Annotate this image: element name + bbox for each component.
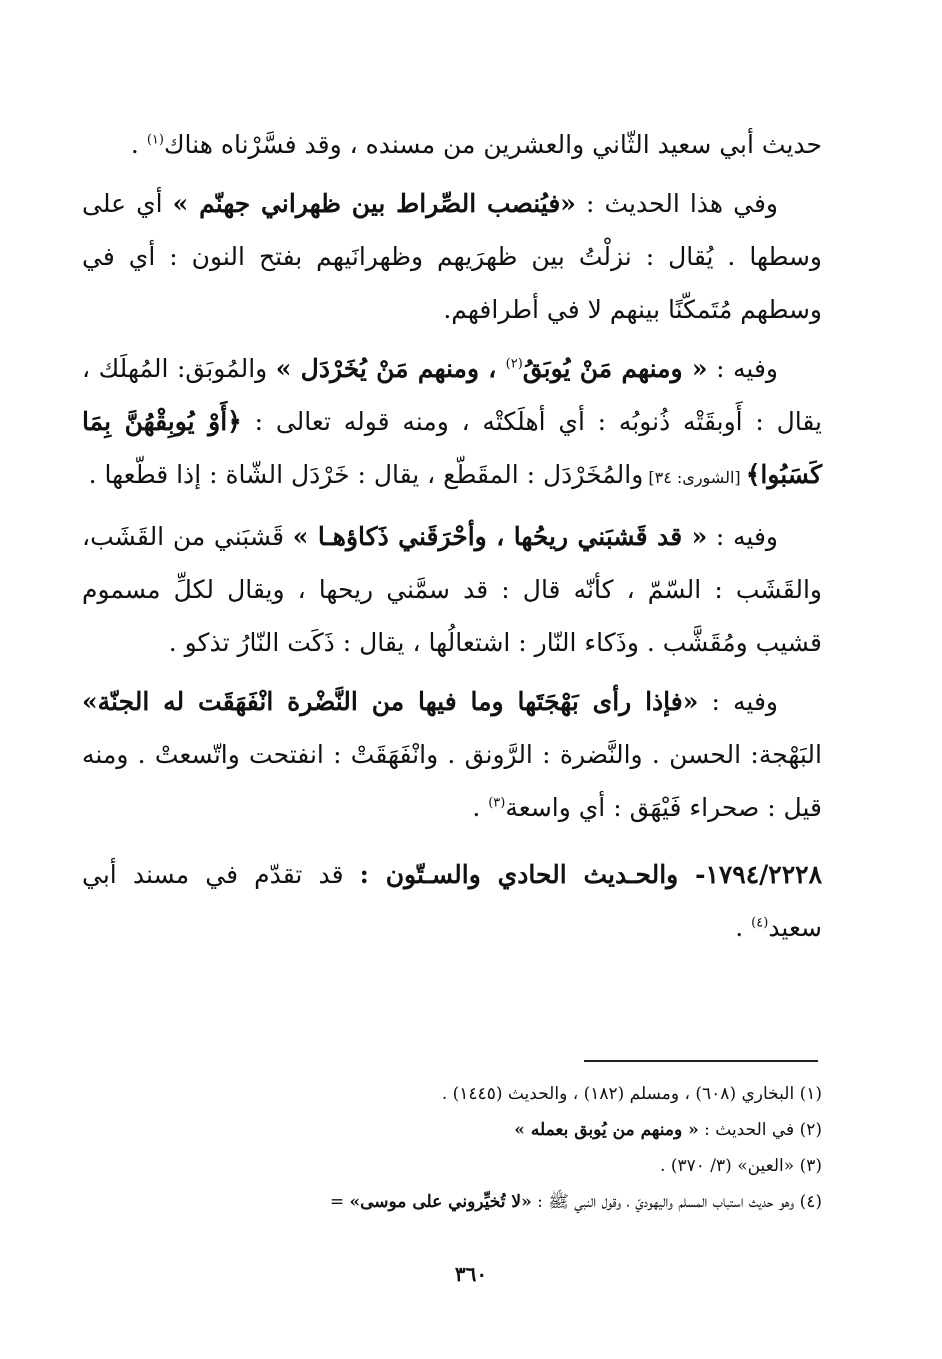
footnote-quote: «لا تُخيِّروني على موسى» xyxy=(349,1192,532,1212)
paragraph-5 xyxy=(82,675,822,834)
paragraph-text: وفي هذا الحديث : xyxy=(575,189,778,218)
paragraph-text: قَشبَني من القَشَب، والقَشَب : السّمّ ، كأنّه قال : قد سمَّني ريحها ، ويقال لكلِّ مسموم قشيب ومُقَشَّب . وذَكاء النّار : اشتعالُها ، يقال : ذَكَت النّارُ تذكو . xyxy=(82,522,822,657)
paragraph-text: وفيه : xyxy=(698,687,778,716)
paragraph-2 xyxy=(82,177,822,336)
hadith-entry-text: . xyxy=(735,913,752,942)
footnote-2 xyxy=(70,1112,822,1148)
paragraph-text: . xyxy=(472,793,489,822)
footnote-3 xyxy=(70,1148,822,1184)
paragraph-text: وفيه : xyxy=(707,522,778,551)
paragraph-text: والمُخَرْدَل : المقَطّع ، يقال : خَرْدَل الشّاة : إذا قطّعها . xyxy=(88,460,644,489)
hadith-quote: « ومنهم مَنْ يُوبَقُ xyxy=(522,354,708,383)
hadith-quote: « قد قَشبَني ريحُها ، وأحْرَقَني ذَكاؤهـا » xyxy=(292,522,708,551)
footnote-text: (٢) في الحديث : xyxy=(698,1120,822,1140)
footnote-quote: « ومنهم من يُوبق بعمله » xyxy=(514,1120,699,1140)
quran-verse: ﴿أَوْ يُوبِقْهُنَّ بِمَا كَسَبُوا﴾ xyxy=(82,407,822,489)
footnote-marker: (٤) xyxy=(751,915,769,931)
footnote-text: (٤) وهو حديث استباب المسلم واليهوديّ ، وقول النبي ﷺ : xyxy=(531,1192,822,1212)
page-number: ٣٦٠ xyxy=(454,1262,488,1286)
paragraph-text: حديث أبي سعيد الثّاني والعشرين من مسنده ، وقد فسَّرْناه هناك xyxy=(163,130,822,159)
footnote-1 xyxy=(70,1076,822,1112)
footnote-text: (١) البخاري (٦٠٨) ، ومسلم (١٨٢) ، والحديث (١٤٤٥) . xyxy=(441,1084,822,1104)
footnote-divider xyxy=(584,1060,818,1062)
paragraph-text: والمُوبَق: المُهلَك ، يقال : أَوبقَتْه ذُنوبُه : أي أهلَكتْه ، ومنه قوله تعالى : xyxy=(82,354,822,436)
footnote-marker: (١) xyxy=(146,132,164,148)
paragraph-1 xyxy=(82,118,822,171)
footnote-marker: (٢) xyxy=(505,356,523,372)
paragraph-text: البَهْجة: الحسن . والنَّضرة : الرَّونق . وانْفَهَقَتْ : انفتحت واتّسعتْ . ومنه قيل : صحراء فَيْهَق : أي واسعة xyxy=(82,740,822,822)
paragraph-text: وفيه : xyxy=(707,354,778,383)
hadith-entry-text: قد تقدّم في مسند أبي سعيد xyxy=(82,860,822,942)
footnotes xyxy=(70,1076,822,1220)
hadith-entry xyxy=(82,848,822,954)
paragraph-4 xyxy=(82,510,822,669)
hadith-number: ١٧٩٤/٢٢٢٨- والحـديث الحادي والسـتّون : xyxy=(359,860,823,889)
main-text xyxy=(82,118,822,954)
hadith-quote: «فإذا رأى بَهْجَتَها وما فيها من النَّضْرة انْفَهَقَت له الجنّة» xyxy=(82,687,699,716)
paragraph-text: أي على وسطها . يُقال : نزلْتُ بين ظهرَيهم وظهرانَيهم بفتح النون : أي في وسطهم مُتَمكّنًا بينهم لا في أطرافهم. xyxy=(82,189,822,324)
hadith-quote: ، ومنهم مَنْ يُخَرْدَل » xyxy=(275,354,506,383)
paragraph-text: . xyxy=(130,130,147,159)
paragraph-3 xyxy=(82,342,822,504)
footnote-marker: (٣) xyxy=(488,795,506,811)
footnote-text: (٣) «العين» (٣/ ٣٧٠) . xyxy=(660,1156,822,1176)
footnote-4 xyxy=(70,1184,822,1220)
verse-reference: [الشورى: ٣٤] xyxy=(643,468,746,487)
footnote-continuation-mark: = xyxy=(329,1192,350,1212)
hadith-quote: «فيُنصب الصِّراط بين ظهراني جهنّم » xyxy=(172,189,576,218)
